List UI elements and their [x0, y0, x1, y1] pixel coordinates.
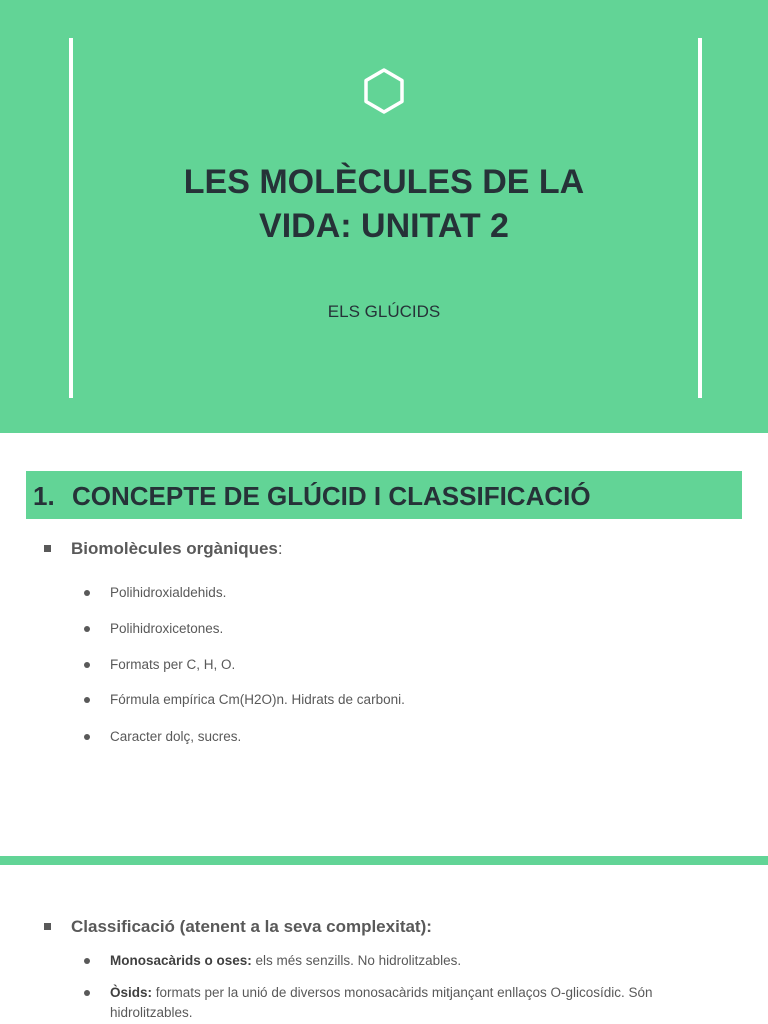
list-item-text: Polihidroxialdehids.: [110, 585, 227, 600]
page-subtitle: ELS GLÚCIDS: [327, 302, 441, 321]
list-item: [84, 583, 714, 603]
bullet-classification: [40, 917, 432, 937]
list-item: [84, 655, 714, 675]
title-slide: [0, 0, 768, 433]
round-bullet-icon: [84, 990, 90, 996]
list-item-term: Monosacàrids o oses:: [110, 953, 252, 968]
list-item-text: Caracter dolç, sucres.: [110, 729, 242, 744]
bullet-suffix: :: [277, 539, 283, 558]
list-item-text: Fórmula empírica Cm(H2O)n. Hidrats de carboni.: [110, 692, 405, 707]
hexagon-icon: [362, 67, 406, 115]
round-bullet-icon: [84, 958, 90, 964]
list-item-description: els més senzills. No hidrolitzables.: [251, 953, 462, 968]
bullet-label: Biomolècules orgàniques: [71, 539, 278, 558]
round-bullet-icon: [84, 590, 90, 596]
bullet-label: Classificació (atenent a la seva complexitat):: [71, 917, 432, 936]
round-bullet-icon: [84, 662, 90, 668]
list-item-text: [110, 951, 714, 971]
list-item: [84, 951, 714, 971]
list-item: [84, 727, 714, 747]
list-item-term: Òsids:: [110, 985, 153, 1000]
list-item-text: [110, 983, 714, 1023]
section-heading: [26, 471, 742, 519]
square-bullet-icon: [44, 545, 51, 552]
list-item-description: formats per la unió de diversos monosacàrids mitjançant enllaços O-glicosídic. Són hidrolitzables.: [110, 985, 653, 1020]
list-item-text: Formats per C, H, O.: [110, 657, 236, 672]
page-title: [100, 160, 668, 248]
title-line-1: LES MOLÈCULES DE LA: [183, 163, 585, 201]
list-item: [84, 619, 714, 639]
round-bullet-icon: [84, 697, 90, 703]
round-bullet-icon: [84, 626, 90, 632]
title-line-2: VIDA: UNITAT 2: [259, 207, 509, 245]
slide-divider: [0, 856, 768, 865]
left-decorative-line: [69, 38, 73, 398]
section-number: 1.: [33, 481, 55, 511]
section-heading-text: CONCEPTE DE GLÚCID I CLASSIFICACIÓ: [72, 481, 591, 511]
list-item-text: Polihidroxicetones.: [110, 621, 224, 636]
bullet-biomolecules: [40, 539, 283, 559]
list-item: [84, 983, 714, 1023]
square-bullet-icon: [44, 923, 51, 930]
right-decorative-line: [698, 38, 702, 398]
list-item: [84, 690, 714, 710]
round-bullet-icon: [84, 734, 90, 740]
